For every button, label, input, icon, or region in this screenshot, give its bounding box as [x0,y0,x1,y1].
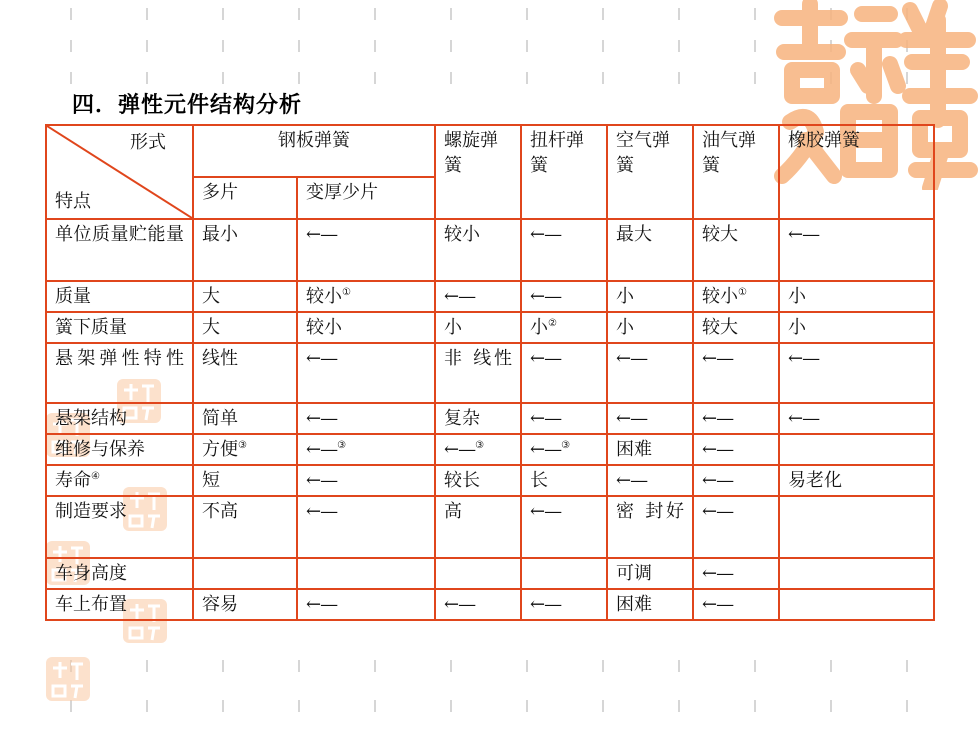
table-cell [521,434,607,465]
table-cell: ←— [693,465,779,496]
table-cell: ←— [297,403,435,434]
row-label [46,465,193,496]
dash-mark [602,40,604,52]
table-cell: 大 [193,281,297,312]
page-title: 四．弹性元件结构分析 [72,93,303,118]
table-cell: ←— [521,219,607,281]
dash-mark [374,40,376,52]
table-cell: 最大 [607,219,693,281]
table-cell: ←— [521,589,607,620]
leaf-spring-header: 钢板弹簧 [193,125,435,177]
table-cell: 小 [607,312,693,343]
cell-text: ←— [306,439,338,460]
row-label: 车身高度 [46,558,193,589]
type-header: 橡胶弹簧 [779,125,934,219]
sub-header: 多片 [193,177,297,219]
type-header: 油气弹簧 [693,125,779,219]
table-cell: 小 [779,281,934,312]
dash-mark [70,8,72,20]
dash-mark [146,8,148,20]
dash-mark [374,8,376,20]
dash-mark [374,72,376,84]
table-cell: ←— [607,465,693,496]
table-row [46,281,934,312]
table-cell: 困难 [607,589,693,620]
table-row [46,343,934,403]
table-cell: 大 [193,312,297,343]
dash-mark [602,700,604,712]
dash-mark [70,40,72,52]
sub-header: 变厚少片 [297,177,435,219]
table-cell: 小 [435,312,521,343]
table-cell: 困难 [607,434,693,465]
table-cell: ←— [297,496,435,558]
dash-mark [602,72,604,84]
table-cell: 可调 [607,558,693,589]
dash-mark [678,40,680,52]
cell-text: ←— [444,439,476,460]
row-label: 车上布置 [46,589,193,620]
table-cell: 小 [779,312,934,343]
dash-mark [146,72,148,84]
table-row [46,434,934,465]
table-cell: ←— [693,434,779,465]
dash-mark [450,72,452,84]
dash-mark [602,8,604,20]
dash-mark [222,660,224,672]
table-cell: ←— [693,558,779,589]
table-cell [193,434,297,465]
table-cell: ←— [297,219,435,281]
dash-mark [450,40,452,52]
dash-mark [754,40,756,52]
dash-mark [830,660,832,672]
dash-mark [450,700,452,712]
row-label: 单位质量贮能量 [46,219,193,281]
spring-comparison-table [45,124,935,621]
dash-mark [450,660,452,672]
table-cell: 小 [607,281,693,312]
table-cell: ←— [693,496,779,558]
row-label: 簧下质量 [46,312,193,343]
dash-mark [298,40,300,52]
table-cell [779,589,934,620]
dash-mark [906,660,908,672]
dash-mark [298,700,300,712]
table-cell: ←— [435,589,521,620]
cell-text: 方便 [202,439,238,460]
table-cell: 较小 [435,219,521,281]
dash-mark [222,72,224,84]
dash-mark [754,660,756,672]
table-cell [779,434,934,465]
table-cell: 最小 [193,219,297,281]
dash-mark [222,8,224,20]
table-cell [779,558,934,589]
table-cell: ←— [297,589,435,620]
footnote-mark: ③ [337,440,346,451]
dash-mark [298,72,300,84]
table-cell: 较长 [435,465,521,496]
table-cell: ←— [521,496,607,558]
dash-mark [298,660,300,672]
dash-mark [70,72,72,84]
cell-text: 寿命 [55,470,91,491]
footnote-mark: ③ [238,440,247,451]
type-header: 空气弹簧 [607,125,693,219]
table-cell [297,558,435,589]
table-cell: ←— [693,403,779,434]
row-label: 悬架弹性特性 [46,343,193,403]
table-cell: ←— [521,403,607,434]
small-seal-icon [45,656,91,702]
dash-mark [906,700,908,712]
table-cell: ←— [607,403,693,434]
table-row [46,312,934,343]
table-cell: 易老化 [779,465,934,496]
dash-mark [754,700,756,712]
dash-mark [526,660,528,672]
cell-text: ←— [530,439,562,460]
table-cell [435,434,521,465]
dash-mark [678,660,680,672]
table-cell: ←— [607,343,693,403]
corner-form-label: 形式 [130,132,166,153]
dash-mark [146,40,148,52]
dash-mark [678,700,680,712]
table-cell: 线性 [193,343,297,403]
table-cell: ←— [693,589,779,620]
dash-mark [678,8,680,20]
dash-mark [374,660,376,672]
dash-mark [450,8,452,20]
type-header: 螺旋弹簧 [435,125,521,219]
table-cell: ←— [297,343,435,403]
table-cell: 简单 [193,403,297,434]
table-cell: 长 [521,465,607,496]
table-cell [521,558,607,589]
table-cell: ←— [693,343,779,403]
footnote-mark: ① [342,287,351,298]
table-cell: ←— [779,219,934,281]
dash-mark [374,700,376,712]
footnote-mark: ④ [91,471,100,482]
table-cell: ←— [297,465,435,496]
table-cell: 较大 [693,219,779,281]
dash-mark [298,8,300,20]
corner-feature-label: 特点 [55,191,91,212]
table-cell: ←— [779,343,934,403]
table-cell: 高 [435,496,521,558]
table-cell: 较小 [297,312,435,343]
corner-header-cell [46,125,193,219]
type-header: 扭杆弹簧 [521,125,607,219]
dash-mark [146,700,148,712]
dash-mark [222,700,224,712]
table-cell: 非 线性 [435,343,521,403]
table-row [46,403,934,434]
table-cell [435,558,521,589]
dash-mark [526,700,528,712]
footnote-mark: ② [548,318,557,329]
table-cell: ←— [435,281,521,312]
table-cell [521,312,607,343]
cell-text: 较小 [702,286,738,307]
dash-mark [526,8,528,20]
table-cell: 密 封好 [607,496,693,558]
table-row [46,589,934,620]
dash-mark [678,72,680,84]
table-cell: 容易 [193,589,297,620]
header-row [46,125,934,177]
dash-mark [146,660,148,672]
table-cell: ←— [521,343,607,403]
table-row [46,465,934,496]
dash-mark [830,700,832,712]
table-cell: ←— [521,281,607,312]
table-cell [779,496,934,558]
table-row [46,558,934,589]
dash-mark [526,72,528,84]
footnote-mark: ③ [561,440,570,451]
footnote-mark: ① [738,287,747,298]
cell-text: 小 [530,317,548,338]
table-cell [297,281,435,312]
table-row [46,219,934,281]
dash-mark [754,8,756,20]
row-label: 制造要求 [46,496,193,558]
dash-mark [526,40,528,52]
row-label: 维修与保养 [46,434,193,465]
footnote-mark: ③ [475,440,484,451]
dash-mark [222,40,224,52]
table-cell: ←— [779,403,934,434]
table-cell: 较大 [693,312,779,343]
row-label: 质量 [46,281,193,312]
table-cell [297,434,435,465]
dash-mark [602,660,604,672]
table-cell [193,558,297,589]
row-label: 悬架结构 [46,403,193,434]
table-row [46,496,934,558]
table-cell [693,281,779,312]
table-cell: 复杂 [435,403,521,434]
dash-mark [754,72,756,84]
cell-text: 较小 [306,286,342,307]
table-cell: 不高 [193,496,297,558]
table-cell: 短 [193,465,297,496]
